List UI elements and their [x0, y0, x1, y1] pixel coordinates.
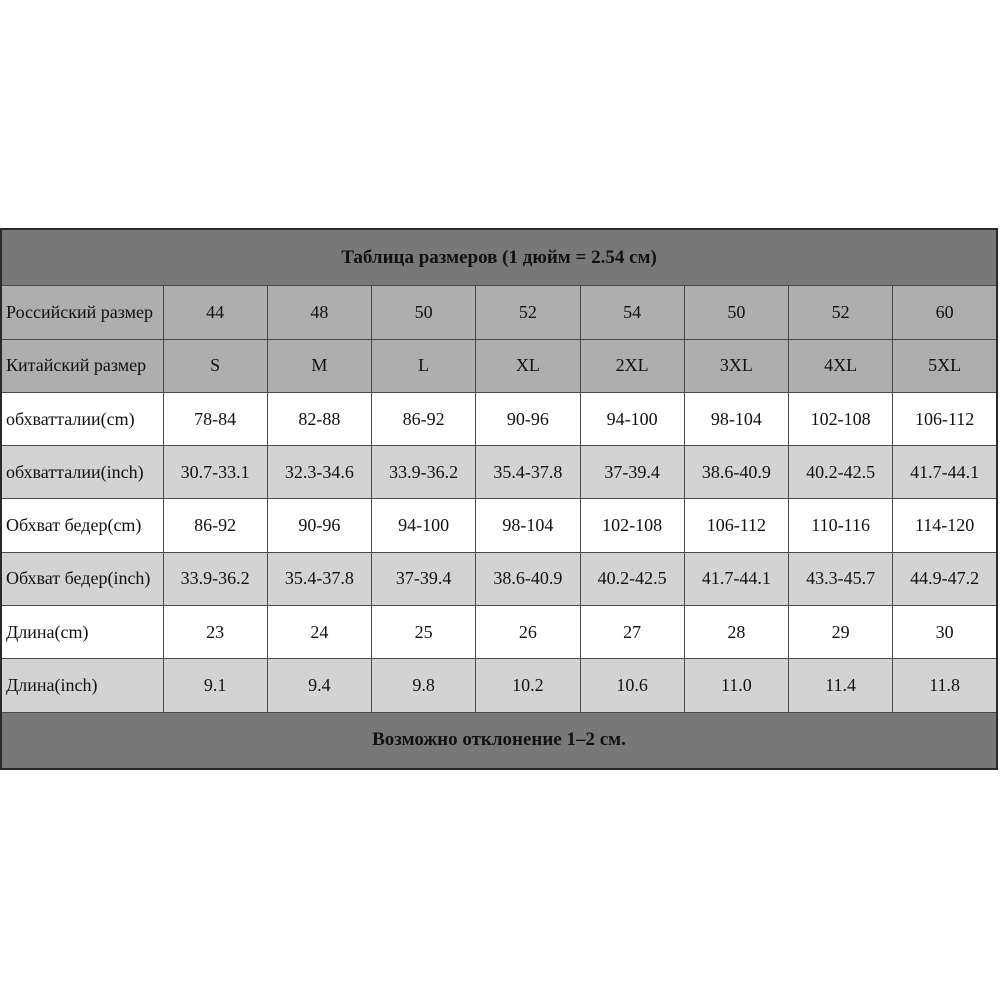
table-cell: 30.7-33.1 — [163, 446, 267, 499]
table-cell: 106-112 — [684, 499, 788, 552]
table-cell: 37-39.4 — [580, 446, 684, 499]
table-cell: 60 — [893, 286, 997, 339]
table-cell: 90-96 — [267, 499, 371, 552]
table-cell: 78-84 — [163, 392, 267, 445]
table-cell: 2XL — [580, 339, 684, 392]
table-cell: 9.1 — [163, 659, 267, 712]
table-cell: 27 — [580, 605, 684, 658]
table-cell: 52 — [476, 286, 580, 339]
row-label: обхватталии(cm) — [1, 392, 163, 445]
row-label: Обхват бедер(cm) — [1, 499, 163, 552]
table-cell: 26 — [476, 605, 580, 658]
table-cell: 110-116 — [789, 499, 893, 552]
table-cell: 35.4-37.8 — [476, 446, 580, 499]
table-cell: XL — [476, 339, 580, 392]
table-cell: 94-100 — [372, 499, 476, 552]
table-row — [1, 339, 997, 392]
row-label: Длина(cm) — [1, 605, 163, 658]
table-row — [1, 499, 997, 552]
table-cell: 86-92 — [163, 499, 267, 552]
table-cell: 33.9-36.2 — [163, 552, 267, 605]
table-cell: 44.9-47.2 — [893, 552, 997, 605]
table-cell: 98-104 — [476, 499, 580, 552]
row-label: Длина(inch) — [1, 659, 163, 712]
table-cell: 98-104 — [684, 392, 788, 445]
table-cell: 90-96 — [476, 392, 580, 445]
table-footer-note: Возможно отклонение 1–2 см. — [1, 712, 997, 769]
table-cell: 10.2 — [476, 659, 580, 712]
table-cell: 28 — [684, 605, 788, 658]
table-cell: 52 — [789, 286, 893, 339]
table-cell: 40.2-42.5 — [580, 552, 684, 605]
table-cell: 30 — [893, 605, 997, 658]
row-label: Российский размер — [1, 286, 163, 339]
title-row — [1, 229, 997, 286]
table-cell: 23 — [163, 605, 267, 658]
table-cell: 41.7-44.1 — [893, 446, 997, 499]
table-cell: 25 — [372, 605, 476, 658]
table-row — [1, 605, 997, 658]
row-label: Обхват бедер(inch) — [1, 552, 163, 605]
table-cell: 10.6 — [580, 659, 684, 712]
table-cell: 38.6-40.9 — [684, 446, 788, 499]
table-cell: 82-88 — [267, 392, 371, 445]
table-cell: 37-39.4 — [372, 552, 476, 605]
table-cell: 11.4 — [789, 659, 893, 712]
size-chart-table — [0, 228, 998, 770]
row-label: обхватталии(inch) — [1, 446, 163, 499]
table-cell: 40.2-42.5 — [789, 446, 893, 499]
table-cell: 3XL — [684, 339, 788, 392]
table-cell: S — [163, 339, 267, 392]
table-cell: 102-108 — [789, 392, 893, 445]
table-cell: 38.6-40.9 — [476, 552, 580, 605]
footer-row — [1, 712, 997, 769]
table-cell: 24 — [267, 605, 371, 658]
table-cell: 106-112 — [893, 392, 997, 445]
table-cell: 32.3-34.6 — [267, 446, 371, 499]
table-cell: 41.7-44.1 — [684, 552, 788, 605]
table-cell: 9.4 — [267, 659, 371, 712]
table-cell: 54 — [580, 286, 684, 339]
table-cell: 86-92 — [372, 392, 476, 445]
table-cell: 5XL — [893, 339, 997, 392]
table-cell: 11.8 — [893, 659, 997, 712]
table-cell: 44 — [163, 286, 267, 339]
table-cell: 9.8 — [372, 659, 476, 712]
table-row — [1, 392, 997, 445]
size-chart-body — [1, 229, 997, 769]
table-row — [1, 286, 997, 339]
table-cell: L — [372, 339, 476, 392]
table-cell: 102-108 — [580, 499, 684, 552]
table-row — [1, 552, 997, 605]
table-cell: M — [267, 339, 371, 392]
table-cell: 48 — [267, 286, 371, 339]
table-cell: 114-120 — [893, 499, 997, 552]
table-cell: 11.0 — [684, 659, 788, 712]
table-cell: 4XL — [789, 339, 893, 392]
table-cell: 94-100 — [580, 392, 684, 445]
table-row — [1, 659, 997, 712]
table-row — [1, 446, 997, 499]
table-cell: 50 — [684, 286, 788, 339]
table-cell: 29 — [789, 605, 893, 658]
row-label: Китайский размер — [1, 339, 163, 392]
table-cell: 33.9-36.2 — [372, 446, 476, 499]
table-cell: 35.4-37.8 — [267, 552, 371, 605]
table-cell: 43.3-45.7 — [789, 552, 893, 605]
table-title: Таблица размеров (1 дюйм = 2.54 см) — [1, 229, 997, 286]
table-cell: 50 — [372, 286, 476, 339]
